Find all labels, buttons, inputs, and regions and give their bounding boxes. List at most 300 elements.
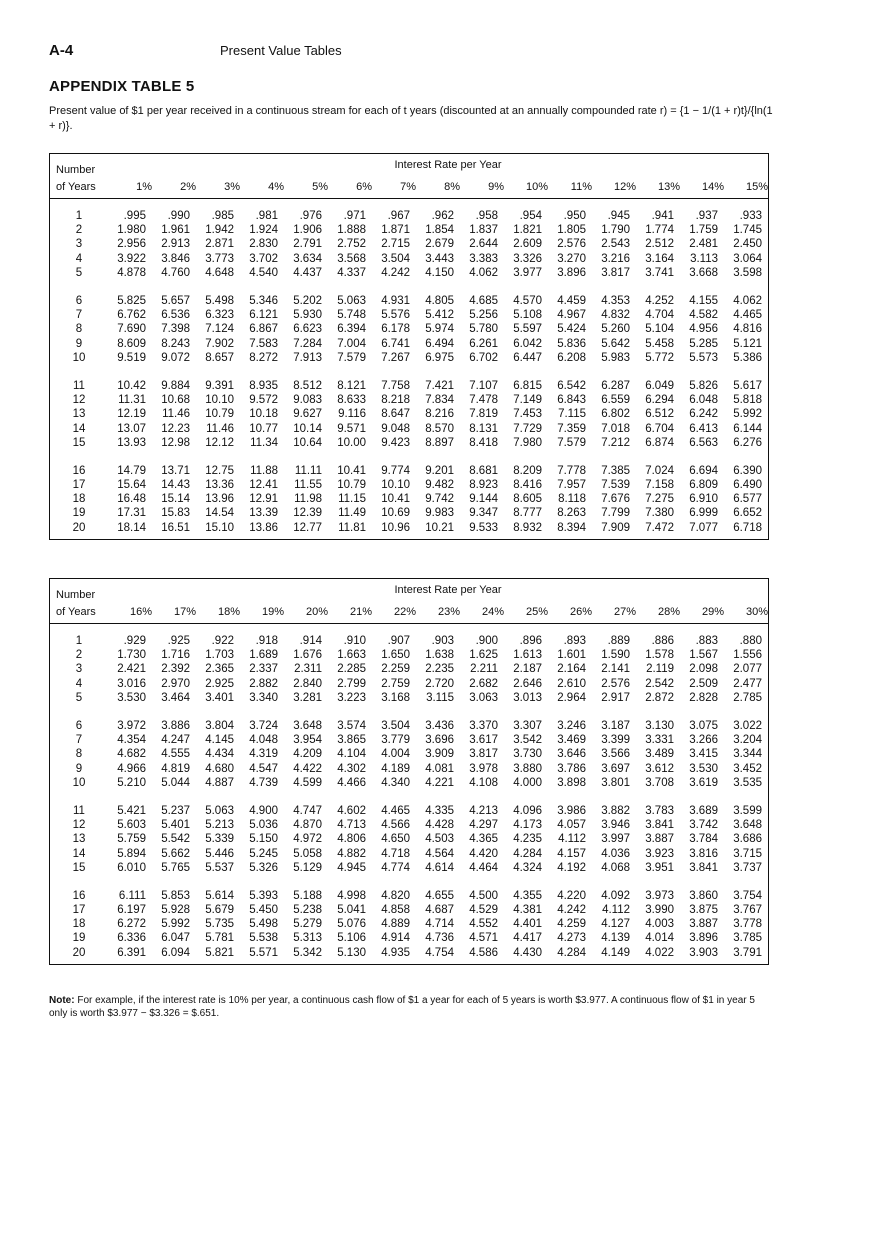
value-cell: 3.464 bbox=[161, 691, 190, 704]
value-cell: 15.64 bbox=[117, 479, 146, 492]
value-cell: 5.130 bbox=[337, 946, 366, 959]
value-cell: 1.613 bbox=[513, 649, 542, 662]
value-cell: 8.657 bbox=[205, 351, 234, 364]
value-cell: 6.910 bbox=[689, 493, 718, 506]
table-row bbox=[50, 521, 768, 539]
value-cell: 6.287 bbox=[601, 379, 630, 392]
value-cell: 4.150 bbox=[425, 266, 454, 279]
value-cell: 5.424 bbox=[557, 323, 586, 336]
value-cell: 6.652 bbox=[733, 507, 762, 520]
value-cell: 5.210 bbox=[117, 776, 146, 789]
value-cell: 2.828 bbox=[689, 691, 718, 704]
value-cell: 13.36 bbox=[205, 479, 234, 492]
value-cell: 1.676 bbox=[293, 649, 322, 662]
value-cell: 4.048 bbox=[249, 734, 278, 747]
value-cell: 7.834 bbox=[425, 394, 454, 407]
number-label: Number bbox=[56, 589, 96, 601]
value-cell: 6.694 bbox=[689, 464, 718, 477]
value-cell: 9.423 bbox=[381, 436, 410, 449]
rate-header: 4% bbox=[240, 176, 284, 199]
value-cell: 5.983 bbox=[601, 351, 630, 364]
table-row bbox=[50, 284, 768, 308]
value-cell: 5.106 bbox=[337, 932, 366, 945]
year-cell: 3 bbox=[75, 238, 83, 251]
value-cell: 3.168 bbox=[381, 691, 410, 704]
value-cell: 6.391 bbox=[117, 946, 146, 959]
value-cell: 5.894 bbox=[117, 847, 146, 860]
value-cell: 13.07 bbox=[117, 422, 146, 435]
value-cell: 2.259 bbox=[381, 663, 410, 676]
value-cell: 5.104 bbox=[645, 323, 674, 336]
value-cell: 5.735 bbox=[205, 918, 234, 931]
year-cell: 14 bbox=[72, 847, 86, 860]
value-cell: 8.263 bbox=[557, 507, 586, 520]
value-cell: 4.422 bbox=[293, 762, 322, 775]
value-cell: 3.504 bbox=[381, 252, 410, 265]
value-cell: 3.841 bbox=[645, 819, 674, 832]
value-cell: 7.124 bbox=[205, 323, 234, 336]
value-cell: 2.481 bbox=[689, 238, 718, 251]
value-cell: 3.778 bbox=[733, 918, 762, 931]
value-cell: 3.951 bbox=[645, 861, 674, 874]
value-cell: 7.980 bbox=[513, 436, 542, 449]
value-cell: 11.34 bbox=[250, 436, 278, 449]
year-cell: 10 bbox=[72, 351, 86, 364]
value-cell: 7.690 bbox=[117, 323, 146, 336]
value-cell: 5.129 bbox=[293, 861, 322, 874]
value-cell: 10.42 bbox=[117, 379, 146, 392]
value-cell: 7.957 bbox=[557, 479, 586, 492]
value-cell: .945 bbox=[607, 210, 630, 223]
value-cell: 4.355 bbox=[513, 889, 542, 902]
value-cell: 8.394 bbox=[557, 521, 586, 534]
value-cell: 10.00 bbox=[337, 436, 366, 449]
year-cell: 5 bbox=[75, 266, 83, 279]
value-cell: 4.437 bbox=[293, 266, 322, 279]
value-cell: 10.41 bbox=[337, 464, 366, 477]
value-cell: .971 bbox=[343, 210, 366, 223]
value-cell: 4.036 bbox=[601, 847, 630, 860]
value-cell: 9.572 bbox=[249, 394, 278, 407]
value-cell: 7.077 bbox=[689, 521, 718, 534]
value-cell: 4.889 bbox=[381, 918, 410, 931]
rate-header: 19% bbox=[240, 601, 284, 624]
value-cell: 12.12 bbox=[205, 436, 234, 449]
value-cell: .907 bbox=[387, 635, 410, 648]
value-cell: 3.535 bbox=[733, 776, 762, 789]
rate-header: 26% bbox=[548, 601, 592, 624]
value-cell: 2.970 bbox=[161, 677, 190, 690]
value-cell: 3.075 bbox=[689, 720, 718, 733]
value-cell: 1.578 bbox=[645, 649, 674, 662]
value-cell: 6.094 bbox=[161, 946, 190, 959]
value-cell: 4.464 bbox=[469, 861, 498, 874]
value-cell: 4.582 bbox=[689, 309, 718, 322]
value-cell: 3.530 bbox=[689, 762, 718, 775]
value-cell: 4.189 bbox=[381, 762, 410, 775]
value-cell: 4.003 bbox=[645, 918, 674, 931]
value-cell: 6.272 bbox=[117, 918, 146, 931]
value-cell: 4.870 bbox=[293, 819, 322, 832]
year-cell: 1 bbox=[75, 210, 83, 223]
value-cell: 15.10 bbox=[205, 521, 234, 534]
value-cell: 2.791 bbox=[293, 238, 322, 251]
value-cell: 6.144 bbox=[733, 422, 762, 435]
value-cell: 4.127 bbox=[601, 918, 630, 931]
value-cell: 7.579 bbox=[557, 436, 586, 449]
value-cell: 4.381 bbox=[513, 904, 542, 917]
year-cell: 16 bbox=[72, 464, 86, 477]
value-cell: 3.648 bbox=[733, 819, 762, 832]
value-cell: 2.682 bbox=[469, 677, 498, 690]
value-cell: 16.51 bbox=[161, 521, 190, 534]
value-cell: 5.657 bbox=[161, 295, 190, 308]
value-cell: 3.204 bbox=[733, 734, 762, 747]
value-cell: 4.220 bbox=[557, 889, 586, 902]
value-cell: 10.10 bbox=[381, 479, 410, 492]
year-cell: 6 bbox=[75, 720, 83, 733]
year-cell: 17 bbox=[72, 479, 86, 492]
value-cell: 4.247 bbox=[161, 734, 190, 747]
value-cell: 3.619 bbox=[689, 776, 718, 789]
value-cell: 7.478 bbox=[469, 394, 498, 407]
rate-header: 3% bbox=[196, 176, 240, 199]
value-cell: .985 bbox=[211, 210, 234, 223]
year-cell: 8 bbox=[75, 323, 83, 336]
value-cell: 3.696 bbox=[425, 734, 454, 747]
value-cell: 3.767 bbox=[733, 904, 762, 917]
value-cell: 3.415 bbox=[689, 748, 718, 761]
value-cell: 2.098 bbox=[689, 663, 718, 676]
value-cell: 3.599 bbox=[733, 804, 762, 817]
value-cell: 2.235 bbox=[425, 663, 454, 676]
value-cell: 3.978 bbox=[469, 762, 498, 775]
value-cell: 4.092 bbox=[601, 889, 630, 902]
value-cell: 4.149 bbox=[601, 946, 630, 959]
year-cell: 18 bbox=[72, 918, 86, 931]
value-cell: 8.216 bbox=[425, 408, 454, 421]
value-cell: 4.466 bbox=[337, 776, 366, 789]
pv-table-1-grid bbox=[50, 154, 768, 539]
value-cell: 1.638 bbox=[425, 649, 454, 662]
value-cell: 3.909 bbox=[425, 748, 454, 761]
value-cell: 4.235 bbox=[513, 833, 542, 846]
value-cell: 3.574 bbox=[337, 720, 366, 733]
value-cell: 3.187 bbox=[601, 720, 630, 733]
value-cell: 2.840 bbox=[293, 677, 322, 690]
table-row bbox=[50, 407, 768, 421]
value-cell: 8.633 bbox=[337, 394, 366, 407]
pv-table-2-grid bbox=[50, 579, 768, 964]
value-cell: 5.538 bbox=[249, 932, 278, 945]
value-cell: 10.79 bbox=[205, 408, 234, 421]
value-cell: 6.559 bbox=[601, 394, 630, 407]
value-cell: 4.972 bbox=[293, 833, 322, 846]
value-cell: 1.556 bbox=[733, 649, 762, 662]
table-row bbox=[50, 421, 768, 435]
value-cell: 5.285 bbox=[689, 337, 718, 350]
value-cell: 7.398 bbox=[161, 323, 190, 336]
value-cell: 5.279 bbox=[293, 918, 322, 931]
value-cell: 3.115 bbox=[426, 691, 454, 704]
value-cell: 3.708 bbox=[645, 776, 674, 789]
rate-header: 27% bbox=[592, 601, 636, 624]
year-cell: 9 bbox=[75, 337, 83, 350]
value-cell: 2.715 bbox=[381, 238, 410, 251]
value-cell: 17.31 bbox=[117, 507, 146, 520]
value-cell: 5.930 bbox=[293, 309, 322, 322]
value-cell: 10.96 bbox=[381, 521, 410, 534]
value-cell: 2.285 bbox=[337, 663, 366, 676]
year-cell: 15 bbox=[72, 436, 86, 449]
value-cell: 8.923 bbox=[469, 479, 498, 492]
value-cell: 5.421 bbox=[117, 804, 146, 817]
value-cell: 4.805 bbox=[425, 295, 454, 308]
value-cell: 6.741 bbox=[381, 337, 410, 350]
value-cell: 3.469 bbox=[557, 734, 586, 747]
value-cell: .976 bbox=[299, 210, 322, 223]
value-cell: 7.115 bbox=[558, 408, 586, 421]
value-cell: 4.112 bbox=[602, 904, 630, 917]
value-cell: 13.71 bbox=[161, 464, 190, 477]
value-cell: 4.614 bbox=[425, 861, 454, 874]
value-cell: 1.716 bbox=[161, 649, 190, 662]
value-cell: 5.386 bbox=[733, 351, 762, 364]
value-cell: 15.14 bbox=[161, 493, 190, 506]
table-row bbox=[50, 747, 768, 761]
year-cell: 7 bbox=[75, 309, 83, 322]
value-cell: 5.401 bbox=[161, 819, 190, 832]
value-cell: 7.212 bbox=[601, 436, 630, 449]
value-cell: 4.935 bbox=[381, 946, 410, 959]
value-cell: 4.931 bbox=[381, 295, 410, 308]
value-cell: 2.077 bbox=[733, 663, 762, 676]
value-cell: 6.975 bbox=[425, 351, 454, 364]
value-cell: 3.566 bbox=[601, 748, 630, 761]
year-cell: 10 bbox=[72, 776, 86, 789]
value-cell: 6.809 bbox=[689, 479, 718, 492]
value-cell: 6.413 bbox=[689, 422, 718, 435]
value-cell: 1.567 bbox=[689, 649, 718, 662]
value-cell: 5.573 bbox=[689, 351, 718, 364]
pv-table-1 bbox=[49, 153, 769, 540]
value-cell: 3.724 bbox=[249, 720, 278, 733]
interest-rate-title: Interest Rate per Year bbox=[394, 159, 502, 171]
value-cell: 4.739 bbox=[249, 776, 278, 789]
rate-header: 6% bbox=[328, 176, 372, 199]
table-row bbox=[50, 818, 768, 832]
value-cell: 5.542 bbox=[161, 833, 190, 846]
value-cell: 3.972 bbox=[117, 720, 146, 733]
value-cell: 8.570 bbox=[425, 422, 454, 435]
value-cell: 3.882 bbox=[601, 804, 630, 817]
value-cell: 3.223 bbox=[337, 691, 366, 704]
value-cell: 9.144 bbox=[469, 493, 498, 506]
value-cell: 3.598 bbox=[733, 266, 762, 279]
value-cell: .893 bbox=[563, 635, 586, 648]
value-cell: 4.648 bbox=[205, 266, 234, 279]
value-cell: 3.452 bbox=[733, 762, 762, 775]
value-cell: 3.875 bbox=[689, 904, 718, 917]
value-cell: 4.564 bbox=[425, 847, 454, 860]
value-cell: 11.46 bbox=[206, 422, 234, 435]
value-cell: 5.765 bbox=[161, 861, 190, 874]
value-cell: 9.519 bbox=[117, 351, 146, 364]
value-cell: 4.887 bbox=[205, 776, 234, 789]
value-cell: 7.583 bbox=[249, 337, 278, 350]
value-cell: 9.048 bbox=[381, 422, 410, 435]
value-cell: .918 bbox=[255, 635, 278, 648]
value-cell: 8.605 bbox=[513, 493, 542, 506]
table-row bbox=[50, 733, 768, 747]
value-cell: .910 bbox=[343, 635, 366, 648]
rate-header: 28% bbox=[636, 601, 680, 624]
value-cell: 4.599 bbox=[293, 776, 322, 789]
value-cell: 5.780 bbox=[469, 323, 498, 336]
rate-header-row bbox=[50, 176, 768, 199]
value-cell: 5.213 bbox=[205, 819, 234, 832]
rate-header: 14% bbox=[680, 176, 724, 199]
year-cell: 12 bbox=[72, 394, 86, 407]
value-cell: 3.246 bbox=[557, 720, 586, 733]
value-cell: 3.801 bbox=[601, 776, 630, 789]
value-cell: 1.663 bbox=[337, 649, 366, 662]
value-cell: 5.679 bbox=[205, 904, 234, 917]
value-cell: 10.69 bbox=[381, 507, 410, 520]
value-cell: 5.772 bbox=[645, 351, 674, 364]
value-cell: 7.579 bbox=[337, 351, 366, 364]
value-cell: 3.923 bbox=[645, 847, 674, 860]
value-cell: 5.450 bbox=[249, 904, 278, 917]
year-cell: 20 bbox=[72, 946, 86, 959]
value-cell: 6.702 bbox=[469, 351, 498, 364]
value-cell: 1.837 bbox=[469, 224, 498, 237]
year-cell: 17 bbox=[72, 904, 86, 917]
rate-header-row bbox=[50, 601, 768, 624]
value-cell: 3.702 bbox=[249, 252, 278, 265]
rate-header: 11% bbox=[548, 176, 592, 199]
value-cell: 4.173 bbox=[513, 819, 542, 832]
value-cell: 3.817 bbox=[601, 266, 630, 279]
value-cell: 2.917 bbox=[601, 691, 630, 704]
value-cell: 4.945 bbox=[337, 861, 366, 874]
value-cell: .896 bbox=[519, 635, 542, 648]
value-cell: 3.568 bbox=[337, 252, 366, 265]
table-row bbox=[50, 677, 768, 691]
value-cell: 7.778 bbox=[557, 464, 586, 477]
value-cell: 2.543 bbox=[601, 238, 630, 251]
value-cell: 5.202 bbox=[293, 295, 322, 308]
value-cell: 5.992 bbox=[733, 408, 762, 421]
value-cell: 5.446 bbox=[205, 847, 234, 860]
value-cell: 3.791 bbox=[733, 946, 762, 959]
value-cell: 7.539 bbox=[601, 479, 630, 492]
value-cell: 3.779 bbox=[381, 734, 410, 747]
value-cell: 6.048 bbox=[689, 394, 718, 407]
value-cell: .929 bbox=[123, 635, 146, 648]
value-cell: 2.119 bbox=[646, 663, 674, 676]
year-cell: 9 bbox=[75, 762, 83, 775]
value-cell: 5.238 bbox=[293, 904, 322, 917]
value-cell: 10.14 bbox=[293, 422, 322, 435]
value-cell: 6.197 bbox=[117, 904, 146, 917]
value-cell: 4.434 bbox=[205, 748, 234, 761]
value-cell: 4.401 bbox=[513, 918, 542, 931]
value-cell: 9.072 bbox=[161, 351, 190, 364]
value-cell: 4.014 bbox=[645, 932, 674, 945]
value-cell: 12.98 bbox=[161, 436, 190, 449]
value-cell: 1.590 bbox=[601, 649, 630, 662]
value-cell: 5.256 bbox=[469, 309, 498, 322]
value-cell: 4.503 bbox=[425, 833, 454, 846]
value-cell: 6.276 bbox=[733, 436, 762, 449]
value-cell: 12.91 bbox=[249, 493, 278, 506]
value-cell: 8.272 bbox=[249, 351, 278, 364]
table-row bbox=[50, 762, 768, 776]
table-row bbox=[50, 662, 768, 676]
value-cell: 1.980 bbox=[117, 224, 146, 237]
table-row bbox=[50, 879, 768, 903]
value-cell: 8.609 bbox=[117, 337, 146, 350]
year-cell: 4 bbox=[75, 252, 83, 265]
value-cell: 4.650 bbox=[381, 833, 410, 846]
value-cell: 4.221 bbox=[425, 776, 454, 789]
value-cell: .914 bbox=[299, 635, 322, 648]
value-cell: 4.736 bbox=[425, 932, 454, 945]
year-cell: 6 bbox=[75, 295, 83, 308]
value-cell: 6.208 bbox=[557, 351, 586, 364]
value-cell: 3.022 bbox=[733, 720, 762, 733]
value-cell: 4.104 bbox=[337, 748, 366, 761]
value-cell: 2.752 bbox=[337, 238, 366, 251]
value-cell: 5.821 bbox=[205, 946, 234, 959]
rate-header: 10% bbox=[504, 176, 548, 199]
value-cell: 6.111 bbox=[118, 889, 146, 902]
value-cell: 14.79 bbox=[117, 464, 146, 477]
value-cell: 4.500 bbox=[469, 889, 498, 902]
value-cell: 3.689 bbox=[689, 804, 718, 817]
value-cell: 3.990 bbox=[645, 904, 674, 917]
value-cell: 1.625 bbox=[469, 649, 498, 662]
value-cell: 2.392 bbox=[161, 663, 190, 676]
value-cell: 3.281 bbox=[293, 691, 322, 704]
value-cell: 1.601 bbox=[557, 649, 586, 662]
value-cell: 3.612 bbox=[645, 762, 674, 775]
value-cell: .883 bbox=[695, 635, 718, 648]
value-cell: 4.302 bbox=[337, 762, 366, 775]
value-cell: 3.973 bbox=[645, 889, 674, 902]
value-cell: .990 bbox=[167, 210, 190, 223]
year-cell: 2 bbox=[75, 224, 83, 237]
value-cell: 6.843 bbox=[557, 394, 586, 407]
value-cell: 2.311 bbox=[294, 663, 322, 676]
year-cell: 8 bbox=[75, 748, 83, 761]
table-row bbox=[50, 308, 768, 322]
value-cell: 4.062 bbox=[469, 266, 498, 279]
value-cell: 7.913 bbox=[293, 351, 322, 364]
value-cell: 6.323 bbox=[205, 309, 234, 322]
value-cell: 4.586 bbox=[469, 946, 498, 959]
year-cell: 7 bbox=[75, 734, 83, 747]
rate-header: 8% bbox=[416, 176, 460, 199]
value-cell: 3.860 bbox=[689, 889, 718, 902]
value-cell: 6.718 bbox=[733, 521, 762, 534]
table-row bbox=[50, 624, 768, 649]
value-cell: 4.718 bbox=[381, 847, 410, 860]
rate-header: 21% bbox=[328, 601, 372, 624]
value-cell: 6.494 bbox=[425, 337, 454, 350]
table-row bbox=[50, 223, 768, 237]
